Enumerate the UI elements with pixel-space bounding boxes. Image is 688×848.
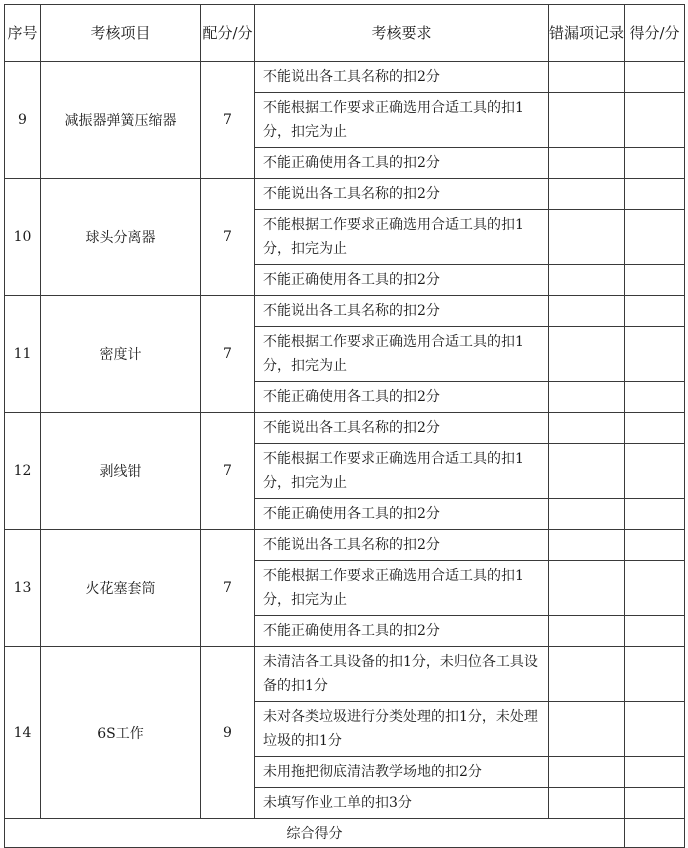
- assessment-sheet: [4, 4, 684, 848]
- total-label: 综合得分: [5, 819, 625, 848]
- cell-item: 密度计: [41, 296, 201, 413]
- cell-requirement: 不能正确使用各工具的扣2分: [255, 148, 549, 179]
- cell-error-record[interactable]: [549, 561, 625, 616]
- header-score: 配分/分: [201, 5, 255, 62]
- cell-requirement: 未清洁各工具设备的扣1分，未归位各工具设备的扣1分: [255, 647, 549, 702]
- cell-points[interactable]: [625, 647, 685, 702]
- cell-requirement: 不能说出各工具名称的扣2分: [255, 413, 549, 444]
- cell-error-record[interactable]: [549, 788, 625, 819]
- cell-points[interactable]: [625, 530, 685, 561]
- cell-seq: 14: [5, 647, 41, 819]
- cell-error-record[interactable]: [549, 210, 625, 265]
- cell-score: 7: [201, 296, 255, 413]
- cell-requirement: 不能正确使用各工具的扣2分: [255, 499, 549, 530]
- cell-points[interactable]: [625, 210, 685, 265]
- header-item: 考核项目: [41, 5, 201, 62]
- cell-score: 7: [201, 62, 255, 179]
- cell-points[interactable]: [625, 616, 685, 647]
- cell-error-record[interactable]: [549, 444, 625, 499]
- cell-points[interactable]: [625, 62, 685, 93]
- cell-score: 7: [201, 530, 255, 647]
- cell-points[interactable]: [625, 561, 685, 616]
- header-errors: 错漏项记录: [549, 5, 625, 62]
- cell-item: 减振器弹簧压缩器: [41, 62, 201, 179]
- cell-points[interactable]: [625, 444, 685, 499]
- header-earned: 得分/分: [625, 5, 685, 62]
- cell-requirement: 不能根据工作要求正确选用合适工具的扣1分，扣完为止: [255, 93, 549, 148]
- cell-score: 7: [201, 179, 255, 296]
- assessment-table: [4, 4, 685, 848]
- table-row: [5, 413, 685, 444]
- cell-score: 7: [201, 413, 255, 530]
- total-row: [5, 819, 685, 848]
- cell-points[interactable]: [625, 179, 685, 210]
- cell-error-record[interactable]: [549, 296, 625, 327]
- table-row: [5, 647, 685, 702]
- cell-requirement: 不能根据工作要求正确选用合适工具的扣1分，扣完为止: [255, 327, 549, 382]
- header-requirement: 考核要求: [255, 5, 549, 62]
- cell-requirement: 不能说出各工具名称的扣2分: [255, 62, 549, 93]
- cell-requirement: 不能正确使用各工具的扣2分: [255, 265, 549, 296]
- cell-requirement: 不能说出各工具名称的扣2分: [255, 530, 549, 561]
- cell-score: 9: [201, 647, 255, 819]
- header-seq: 序号: [5, 5, 41, 62]
- cell-requirement: 不能根据工作要求正确选用合适工具的扣1分，扣完为止: [255, 444, 549, 499]
- cell-item: 火花塞套筒: [41, 530, 201, 647]
- cell-points[interactable]: [625, 788, 685, 819]
- cell-error-record[interactable]: [549, 327, 625, 382]
- cell-seq: 13: [5, 530, 41, 647]
- table-row: [5, 62, 685, 93]
- cell-error-record[interactable]: [549, 530, 625, 561]
- cell-error-record[interactable]: [549, 179, 625, 210]
- table-row: [5, 296, 685, 327]
- cell-requirement: 不能正确使用各工具的扣2分: [255, 382, 549, 413]
- cell-points[interactable]: [625, 382, 685, 413]
- cell-requirement: 未填写作业工单的扣3分: [255, 788, 549, 819]
- cell-error-record[interactable]: [549, 382, 625, 413]
- cell-requirement: 不能根据工作要求正确选用合适工具的扣1分，扣完为止: [255, 561, 549, 616]
- cell-requirement: 不能正确使用各工具的扣2分: [255, 616, 549, 647]
- cell-seq: 12: [5, 413, 41, 530]
- cell-item: 球头分离器: [41, 179, 201, 296]
- cell-seq: 10: [5, 179, 41, 296]
- cell-error-record[interactable]: [549, 93, 625, 148]
- cell-requirement: 未对各类垃圾进行分类处理的扣1分，未处理垃圾的扣1分: [255, 702, 549, 757]
- cell-points[interactable]: [625, 499, 685, 530]
- cell-points[interactable]: [625, 702, 685, 757]
- cell-points[interactable]: [625, 148, 685, 179]
- cell-points[interactable]: [625, 93, 685, 148]
- cell-error-record[interactable]: [549, 62, 625, 93]
- cell-points[interactable]: [625, 757, 685, 788]
- cell-seq: 9: [5, 62, 41, 179]
- cell-error-record[interactable]: [549, 647, 625, 702]
- table-row: [5, 179, 685, 210]
- cell-seq: 11: [5, 296, 41, 413]
- cell-points[interactable]: [625, 296, 685, 327]
- cell-item: 6S工作: [41, 647, 201, 819]
- table-row: [5, 530, 685, 561]
- cell-error-record[interactable]: [549, 616, 625, 647]
- cell-error-record[interactable]: [549, 413, 625, 444]
- table-body: [5, 62, 685, 848]
- header-row: [5, 5, 685, 62]
- cell-error-record[interactable]: [549, 702, 625, 757]
- cell-item: 剥线钳: [41, 413, 201, 530]
- cell-requirement: 不能说出各工具名称的扣2分: [255, 296, 549, 327]
- cell-points[interactable]: [625, 327, 685, 382]
- cell-points[interactable]: [625, 265, 685, 296]
- cell-error-record[interactable]: [549, 499, 625, 530]
- total-score-cell[interactable]: [625, 819, 685, 848]
- cell-error-record[interactable]: [549, 265, 625, 296]
- cell-points[interactable]: [625, 413, 685, 444]
- cell-error-record[interactable]: [549, 757, 625, 788]
- cell-requirement: 未用拖把彻底清洁教学场地的扣2分: [255, 757, 549, 788]
- cell-error-record[interactable]: [549, 148, 625, 179]
- cell-requirement: 不能根据工作要求正确选用合适工具的扣1分，扣完为止: [255, 210, 549, 265]
- cell-requirement: 不能说出各工具名称的扣2分: [255, 179, 549, 210]
